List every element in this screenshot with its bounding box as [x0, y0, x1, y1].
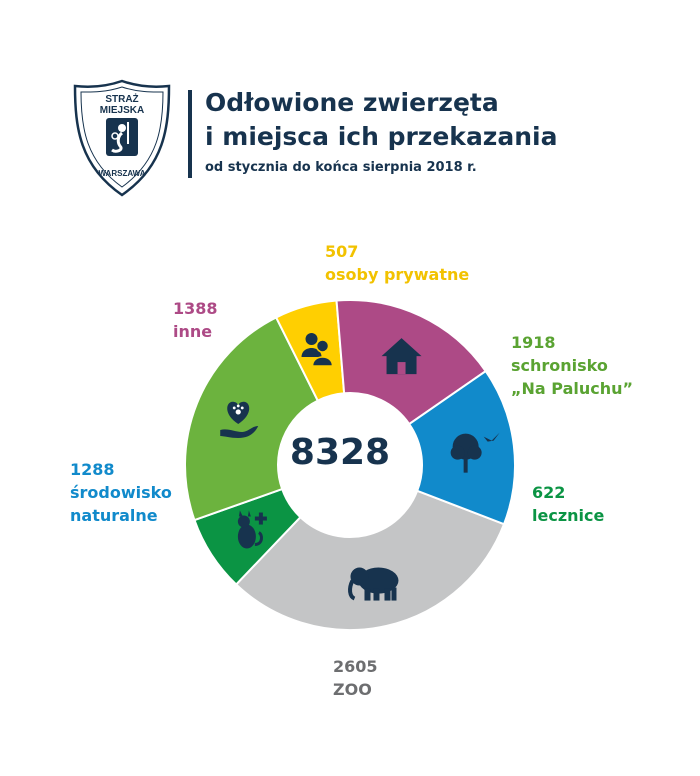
- name-inne: inne: [173, 322, 213, 341]
- value-osoby-prywatne: 507: [325, 242, 359, 261]
- name-osoby-prywatne: osoby prywatne: [325, 265, 470, 284]
- chart-total: 8328: [289, 432, 391, 473]
- value-zoo: 2605: [333, 657, 378, 676]
- logo-top-text: STRAŻ: [105, 94, 139, 105]
- logo-mid-text: MIEJSKA: [99, 105, 145, 116]
- label-srodowisko: [70, 458, 172, 527]
- value-inne: 1388: [173, 299, 218, 318]
- page-subtitle: od stycznia do końca sierpnia 2018 r.: [205, 160, 477, 175]
- label-inne: [173, 297, 218, 343]
- name-schronisko-2: „Na Paluchu”: [511, 379, 634, 398]
- name-schronisko-1: schronisko: [511, 356, 608, 375]
- label-schronisko: [511, 331, 633, 400]
- value-lecznice: 622: [532, 483, 566, 502]
- name-srodowisko-1: środowisko: [70, 483, 172, 502]
- name-zoo: ZOO: [333, 680, 372, 699]
- label-osoby-prywatne: [325, 240, 469, 286]
- title-line-1: Odłowione zwierzęta: [205, 88, 499, 117]
- name-lecznice: lecznice: [532, 506, 605, 525]
- label-zoo: [333, 655, 378, 701]
- title-line-2: i miejsca ich przekazania: [205, 122, 558, 151]
- logo-bottom-text: WARSZAWA: [98, 169, 146, 178]
- name-srodowisko-2: naturalne: [70, 506, 158, 525]
- label-lecznice: [532, 481, 604, 527]
- value-srodowisko: 1288: [70, 460, 115, 479]
- value-schronisko: 1918: [511, 333, 556, 352]
